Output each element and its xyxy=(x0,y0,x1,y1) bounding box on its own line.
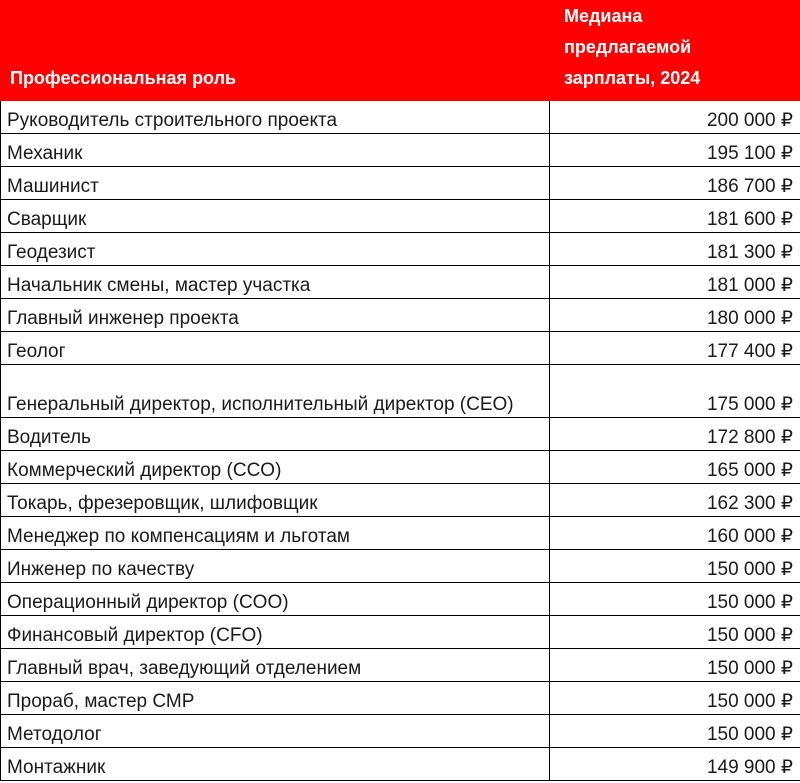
table-row xyxy=(1,418,800,451)
table-row xyxy=(1,200,800,233)
salary-cell: 200 000 ₽ xyxy=(550,101,800,134)
table-row xyxy=(1,134,800,167)
table-row xyxy=(1,649,800,682)
salary-cell: 186 700 ₽ xyxy=(550,167,800,200)
role-cell: Токарь, фрезеровщик, шлифовщик xyxy=(1,484,550,517)
salary-header-line: Медиана xyxy=(564,6,643,26)
role-cell: Сварщик xyxy=(1,200,550,233)
table-row xyxy=(1,101,800,134)
salary-cell: 162 300 ₽ xyxy=(550,484,800,517)
role-column-header: Профессиональная роль xyxy=(1,1,550,101)
salary-header-line: предлагаемой xyxy=(564,37,692,57)
role-cell: Методолог xyxy=(1,715,550,748)
role-cell: Механик xyxy=(1,134,550,167)
salary-cell: 160 000 ₽ xyxy=(550,517,800,550)
salary-cell: 181 600 ₽ xyxy=(550,200,800,233)
table-row xyxy=(1,233,800,266)
salary-header-line: зарплаты, 2024 xyxy=(564,68,701,88)
role-cell: Геодезист xyxy=(1,233,550,266)
role-cell: Руководитель строительного проекта xyxy=(1,101,550,134)
role-cell: Операционный директор (COO) xyxy=(1,583,550,616)
salary-cell: 149 900 ₽ xyxy=(550,748,800,781)
table-row xyxy=(1,332,800,365)
salary-cell: 180 000 ₽ xyxy=(550,299,800,332)
table-row xyxy=(1,299,800,332)
salary-cell: 195 100 ₽ xyxy=(550,134,800,167)
table-row xyxy=(1,517,800,550)
salary-cell: 150 000 ₽ xyxy=(550,682,800,715)
salary-cell: 150 000 ₽ xyxy=(550,649,800,682)
table-row xyxy=(1,266,800,299)
salary-cell: 150 000 ₽ xyxy=(550,550,800,583)
table-row xyxy=(1,167,800,200)
salary-cell: 165 000 ₽ xyxy=(550,451,800,484)
role-cell: Финансовый директор (CFO) xyxy=(1,616,550,649)
role-cell: Монтажник xyxy=(1,748,550,781)
role-cell: Менеджер по компенсациям и льготам xyxy=(1,517,550,550)
role-cell: Инженер по качеству xyxy=(1,550,550,583)
salary-cell: 177 400 ₽ xyxy=(550,332,800,365)
role-cell: Геолог xyxy=(1,332,550,365)
table-header-row xyxy=(1,1,800,101)
role-cell: Главный врач, заведующий отделением xyxy=(1,649,550,682)
table-row xyxy=(1,583,800,616)
table-row xyxy=(1,616,800,649)
salary-cell: 181 300 ₽ xyxy=(550,233,800,266)
role-cell: Машинист xyxy=(1,167,550,200)
table-row xyxy=(1,748,800,781)
role-cell: Водитель xyxy=(1,418,550,451)
salary-cell: 150 000 ₽ xyxy=(550,616,800,649)
role-cell: Прораб, мастер СМР xyxy=(1,682,550,715)
salary-column-header xyxy=(550,1,800,101)
table-row xyxy=(1,715,800,748)
table-row xyxy=(1,365,800,418)
salary-cell: 150 000 ₽ xyxy=(550,583,800,616)
role-cell: Коммерческий директор (CCO) xyxy=(1,451,550,484)
salary-cell: 181 000 ₽ xyxy=(550,266,800,299)
salary-cell: 175 000 ₽ xyxy=(550,365,800,418)
role-cell: Главный инженер проекта xyxy=(1,299,550,332)
table-row xyxy=(1,451,800,484)
table-row xyxy=(1,550,800,583)
salary-cell: 150 000 ₽ xyxy=(550,715,800,748)
role-cell: Начальник смены, мастер участка xyxy=(1,266,550,299)
table-row xyxy=(1,682,800,715)
table-row xyxy=(1,484,800,517)
salary-cell: 172 800 ₽ xyxy=(550,418,800,451)
role-cell: Генеральный директор, исполнительный директор (CEO) xyxy=(1,365,550,418)
